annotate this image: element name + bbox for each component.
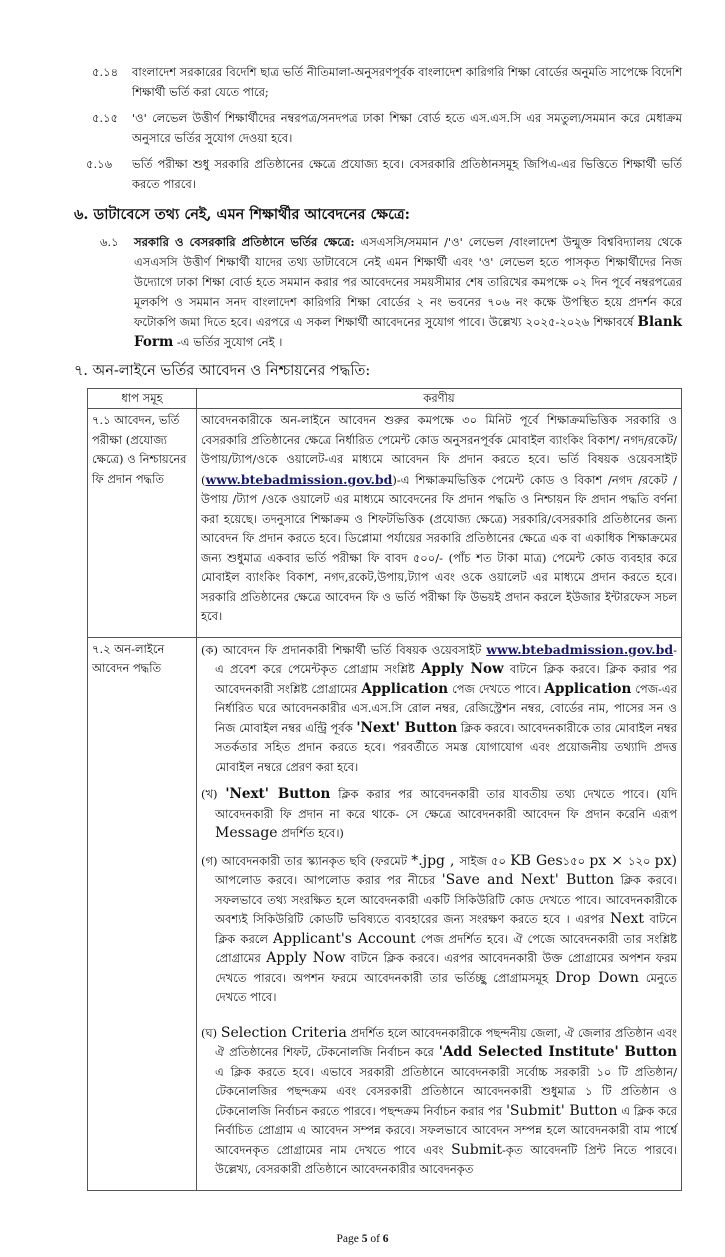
text-segment: এসএসসি/সমমান /'ও' লেভেল /বাংলাদেশ উন্মুক্ত বিশ্ববিদ্যালয় থেকে এসএসসি উত্তীর্ণ শিক্ষার্থী যাদের তথ্য ডাটাবেসে নেই এমন শিক্ষার্থী এবং 'ও' লেভেল হতে পাসকৃত শিক্ষার্থীদের নিজ উদ্যোগে ঢাকা শিক্ষা বোর্ড হতে সমমান করার পর আবেদনের সময়সীমার শেষ তারিখের কমপক্ষে ০২ দিন পূর্বে নম্বরপত্রের মূলকপি ও সমমান সনদ বাংলাদেশ কারিগরি শিক্ষা বোর্ডের ২ নং ভবনের ৭০৬ নং কক্ষে উপস্থিত হয়ে প্রদর্শন করে ফটোকপি জমা দিতে হবে। এরপরে এ সকল শিক্ষার্থী আবেদনের সুযোগ পাবে। উল্লেখ্য ২০২৫-২০২৬ শিক্ষাবর্ষে	[134, 235, 682, 329]
text-segment: সাইজ ৫০	[459, 853, 511, 868]
emphasis-text: 'Submit' Button	[506, 1102, 618, 1119]
text-segment: )-এ শিক্ষাক্রমভিত্তিক পেমেন্ট কোড ও বিকাশ /নগদ /রকেট /উপায় /ট্যাপ /ওকে ওয়ালেট এর মাধ্যমে আবেদনের ফি প্রদান পদ্ধতি ও নিশ্চায়ন ফি প্রদান পদ্ধতি বর্ণনা করা হয়েছে। তদনুসারে শিক্ষাক্রম ও শিফটভিত্তিক (প্রযোজ্য ক্ষেত্রে) সরকারি/বেসরকারি প্রতিষ্ঠানের জন্য আবেদন ফি প্রদান করতে হবে। ডিপ্লোমা পর্যায়ের সরকারি প্রতিষ্ঠানের ক্ষেত্রে এক বা একাধিক শিক্ষাক্রমের জন্য শুধুমাত্র একবার ভর্তি পরীক্ষা ফি বাবদ ৫০০/- (পাঁচ শত টাকা মাত্র) পেমেন্ট কোড ব্যবহার করে মোবাইল ব্যাংকিং বিকাশ, নগদ,রকেট,উপায়,ট্যাপ এবং ওকে ওয়ালেট এর মাধ্যমে প্রদান করতে হবে। সরকারি প্রতিষ্ঠানের ক্ষেত্রে আবেদন ফি ও ভর্তি পরীক্ষা ফি উভয়ই প্রদান করলে ইউজার ইন্টারফেস সচল হবে।	[201, 472, 677, 623]
clause-text: ভর্তি পরীক্ষা শুধু সরকারি প্রতিষ্ঠানের ক্ষেত্রে প্রযোজ্য হবে। বেসরকারি প্রতিষ্ঠানসমূহ জিপিএ-এর ভিত্তিতে শিক্ষার্থী ভর্তি করতে পারবে।	[132, 157, 682, 191]
procedure-table	[87, 388, 682, 1191]
paragraph-ga	[201, 852, 677, 1008]
text-segment: মেনুতে দেখতে পাবে।	[215, 970, 677, 1004]
table-header-row	[88, 389, 682, 409]
clause-6-1	[100, 232, 682, 352]
action-cell	[197, 637, 682, 1190]
emphasis-text: 'Save and Next' Button	[441, 872, 615, 888]
emphasis-text: Message	[215, 825, 278, 841]
emphasis-text: 'Add Selected Institute' Button	[438, 1044, 678, 1060]
text-segment: এ ক্লিক করতে হবে। এভাবে সরকারী প্রতিষ্ঠানে আবেদনকারী সর্বোচ্চ সরকারী ১০ টি প্রতিষ্ঠান/টেকনোলজির পছন্দক্রম এবং বেসরকারী প্রতিষ্ঠানে আবেদনকারী শুধুমাত্র ১ টি প্রতিষ্ঠান ও টেকনোলজি নির্বাচন করতে পারবে। পছন্দক্রম নির্বাচন করার পর	[215, 1064, 677, 1118]
text-segment: -এ ভর্তির সুযোগ নেই ।	[173, 335, 283, 349]
page-footer	[0, 1233, 725, 1257]
text-segment: (ক) আবেদন ফি প্রদানকারী শিক্ষার্থী ভর্তি বিষয়ক ওয়েবসাইট	[201, 642, 487, 657]
clause-5-16	[86, 154, 682, 194]
text-segment: (খ)	[201, 787, 226, 801]
emphasis-text: px)	[654, 852, 677, 869]
emphasis-text: Selection Criteria	[220, 1024, 347, 1041]
emphasis-text: Apply Now	[421, 661, 504, 677]
clause-5-14	[92, 62, 682, 102]
text-segment: এ ক্লিক করে নির্বাচিত প্রোগ্রাম এ আবেদন সম্পন্ন করবে। সফলভাবে আবেদন সম্পন্ন হলে আবেদনকারী বাম পার্শ্বে আবেদনকৃত প্রোগ্রামের নাম দেখতে পাবে এবং	[215, 1103, 677, 1157]
emphasis-text: 'Next' Button	[356, 719, 458, 736]
clause-number: ৫.১৪	[92, 65, 119, 79]
current-page: 5	[361, 1232, 368, 1245]
clause-text: বাংলাদেশ সরকারের বিদেশি ছাত্র ভর্তি নীতিমালা-অনুসরণপূর্বক বাংলাদেশ কারিগরি শিক্ষা বোর্ডের অনুমতি সাপেক্ষে বিদেশি শিক্ষার্থী ভর্তি করা যেতে পারে;	[132, 65, 682, 99]
emphasis-text: Submit	[451, 1141, 503, 1158]
text-segment: পেজ প্রদর্শিত হবে। ঐ পেজে আবেদনকারী তার সংশ্লিষ্ট প্রোগ্রামের	[215, 931, 677, 965]
emphasis-text: Blank Form	[134, 314, 682, 350]
text-segment: ১৫০	[562, 853, 590, 868]
section-7-heading: ৭. অন-লাইনে ভর্তির আবেদন ও নিশ্চায়নের পদ্ধতি:	[74, 363, 371, 379]
text-segment: প্রদর্শিত হবে।)	[277, 826, 344, 840]
paragraph-ka	[201, 640, 677, 778]
text-segment: প্রদর্শিত হলে আবেদনকারীকে পছন্দনীয় জেলা, ঐ জেলার প্রতিষ্ঠান এবং ঐ প্রতিষ্ঠানের শিফট, টেকনোলজি নির্বাচন করে	[215, 1025, 677, 1059]
text-segment: -কৃত আবেদনটি প্রিন্ট নিতে পারবে। উল্লেখ্য, বেসরকারী প্রতিষ্ঠানে আবেদনকারীর আবেদনকৃত	[215, 1142, 677, 1176]
text-segment: ১২০	[628, 853, 655, 868]
header-steps: ধাপ সমূহ	[88, 389, 197, 409]
section-6-heading: ৬. ডাটাবেসে তথ্য নেই, এমন শিক্ষার্থীর আবেদনের ক্ষেত্রে:	[74, 206, 410, 223]
table-row	[88, 637, 682, 1190]
emphasis-text: Drop Down	[555, 969, 639, 986]
text-segment: পেজ দেখতে পাবে।	[448, 681, 545, 696]
text-segment: (ঘ)	[201, 1025, 221, 1040]
website-link[interactable]: www.btebadmission.gov.bd	[205, 471, 393, 487]
table-row	[88, 409, 682, 638]
text-segment: পেজ-এর নির্ধারিত ঘরে আবেদনকারীর এস.এস.সি রোল নম্বর, রেজিস্ট্রেশন নম্বর, বোর্ডের নাম, পাসের সন ও নিজ মোবাইল নম্বর এন্ট্রি পূর্বক	[215, 681, 677, 735]
text-segment: বাটনে ক্লিক করলে	[215, 912, 677, 946]
emphasis-text: সরকারি ও বেসরকারি প্রতিষ্ঠানে ভর্তির ক্ষেত্রে:	[134, 235, 355, 249]
emphasis-text: Application	[544, 680, 632, 697]
header-actions: করণীয়	[197, 389, 682, 409]
text-segment: ক্লিক করার পর আবেদনকারী তার যাবতীয় তথ্য দেখতে পাবে। (যদি আবেদনকারী ফি প্রদান না করে থাকে- সে ক্ষেত্রে আবেদনকারী আবেদন ফি প্রদান করেনি এরূপ	[215, 787, 678, 821]
text-segment: বাটনে ক্লিক করবে। এরপর আবেদনকারী উক্ত প্রোগ্রামের অপশন ফরম দেখতে পারবে। অপশন ফরমে আবেদনকারী তার ভর্তিচ্ছু প্রোগ্রামসমূহ	[215, 951, 677, 985]
emphasis-text: Applicant's Account	[273, 930, 416, 947]
text-segment: (গ) আবেদনকারী তার স্ক্যানকৃত ছবি (ফরমেট	[201, 853, 412, 868]
emphasis-text: Apply Now	[266, 950, 346, 966]
emphasis-text: 'Next' Button	[225, 786, 331, 802]
paragraph	[201, 411, 677, 627]
clause-number: ৫.১৫	[92, 111, 119, 125]
text-segment: ক্লিক করবে। আবেদনকারীকে তার মোবাইল নম্বর সতর্কতার সহিত প্রদান করতে হবে। পরবর্তীতে সমস্ত যোগাযোগ এবং প্রয়োজনীয় তথ্যাদি প্রদত্ত মোবাইল নম্বরে প্রেরণ করা হবে।	[215, 720, 677, 774]
text-segment: বাটনে ক্লিক করবে। ক্লিক করার পর আবেদনকারী সংশ্লিষ্ট প্রোগ্রামের	[215, 662, 677, 696]
clause-number: ৫.১৬	[86, 157, 113, 171]
emphasis-text: Next	[609, 911, 645, 927]
action-cell	[197, 409, 682, 638]
paragraph-kha	[201, 785, 677, 844]
text-segment: - এ প্রবেশ করে পেমেন্টকৃত প্রোগ্রাম সংশ্লিষ্ট	[215, 642, 677, 676]
total-pages: 6	[382, 1232, 389, 1245]
clause-5-15	[92, 108, 682, 148]
clause-number: ৬.১	[100, 235, 119, 249]
emphasis-text: *.jpg ,	[411, 852, 460, 869]
clause-text	[134, 232, 682, 352]
footer-mid: of	[367, 1232, 383, 1245]
emphasis-text: Application	[361, 680, 449, 697]
step-cell: ৭.১ আবেদন, ভর্তি পরীক্ষা (প্রযোজ্য ক্ষেত্রে) ও নিশ্চায়নের ফি প্রদান পদ্ধতি	[88, 409, 197, 638]
footer-prefix: Page	[336, 1232, 362, 1245]
paragraph-gha	[201, 1024, 677, 1180]
text-segment: আপলোড করবে। আপলোড করার পর নীচের	[215, 873, 442, 887]
emphasis-text: px ×	[589, 852, 628, 869]
text-segment: ক্লিক করবে। সফলভাবে তথ্য সংরক্ষিত হলে আবেদনকারী একটি সিকিউরিটি কোড দেখতে পাবে। আবেদনকারীকে অবশ্যই সিকিউরিটি কোডটি ভবিষ্যতে ব্যবহারের জন্য সংরক্ষণ করতে হবে । এরপর	[215, 873, 677, 926]
emphasis-text: KB Ges	[510, 852, 563, 869]
text-segment: আবেদনকারীকে অন-লাইনে আবেদন শুরুর কমপক্ষে ৩০ মিনিট পূর্বে শিক্ষাক্রমভিত্তিক সরকারি ও বেসরকারি প্রতিষ্ঠানের ক্ষেত্রে নির্ধারিত পেমেন্ট কোড অনুসরনপূর্বক মোবাইল ব্যাংকিং বিকাশ/ নগদ/রকেট/উপায়/ট্যাপ/ওকে ওয়ালেট-এর মাধ্যমে আবেদন ফি প্রদান করতে হবে। ভর্তি বিষয়ক ওয়েবসাইট (	[201, 413, 677, 487]
step-cell: ৭.২ অন-লাইনে আবেদন পদ্ধতি	[88, 637, 197, 1190]
clause-text: 'ও' লেভেল উত্তীর্ণ শিক্ষার্থীদের নম্বরপত্র/সনদপত্র ঢাকা শিক্ষা বোর্ড হতে এস.এস.সি এর সমতুল্য/সমমান করে মেধাক্রম অনুসারে ভর্তির সুযোগ দেওয়া হবে।	[132, 111, 682, 145]
website-link[interactable]: www.btebadmission.gov.bd	[486, 641, 674, 657]
